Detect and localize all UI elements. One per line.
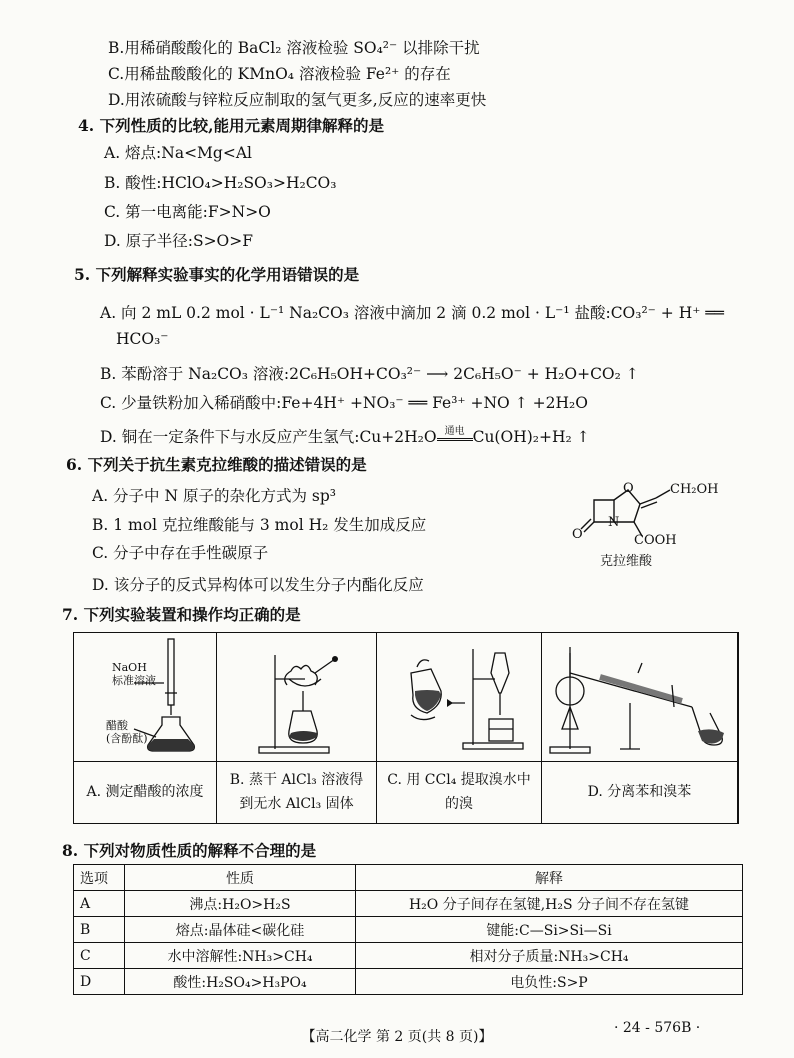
analyte-label: 醋酸 (含酚酞) [106, 719, 148, 745]
evaporation-apparatus-icon [217, 633, 377, 761]
q5-option-d [100, 426, 590, 448]
row-property: 酸性:H₂SO₄>H₃PO₄ [125, 969, 356, 995]
table-row [74, 943, 743, 969]
structure-keto-oxygen: O [572, 527, 583, 542]
q3-option-b: B.用稀硝酸酸化的 BaCl₂ 溶液检验 SO₄²⁻ 以排除干扰 [108, 39, 480, 57]
q7-row-divider [74, 761, 738, 762]
table-row [74, 917, 743, 943]
row-property: 熔点:晶体硅<碳化硅 [125, 917, 356, 943]
q7-cell-a [74, 633, 217, 823]
row-explanation: 相对分子质量:NH₃>CH₄ [356, 943, 743, 969]
header-option: 选项 [74, 865, 125, 891]
q5-option-d-products: Cu(OH)₂+H₂ ↑ [472, 428, 590, 446]
electrolysis-arrow [437, 425, 473, 441]
q6-option-b: B. 1 mol 克拉维酸能与 3 mol H₂ 发生加成反应 [92, 516, 427, 534]
structure-ring-oxygen: O [623, 481, 634, 496]
q7-cell-d [542, 633, 738, 823]
q8-property-table [73, 864, 743, 995]
q7-caption-c: C. 用 CCl₄ 提取溴水中的溴 [387, 772, 531, 812]
q6-stem: 6. 下列关于抗生素克拉维酸的描述错误的是 [66, 455, 367, 474]
table-row [74, 969, 743, 995]
q7-caption-a: A. 测定醋酸的浓度 [86, 784, 204, 800]
q7-cell-c [377, 633, 542, 823]
q6-option-a: A. 分子中 N 原子的杂化方式为 sp³ [92, 487, 336, 505]
q5-option-b: B. 苯酚溶于 Na₂CO₃ 溶液:2C₆H₅OH+CO₃²⁻ ⟶ 2C₆H₅O⁻ + H₂O+CO₂ ↑ [100, 365, 639, 383]
structure-ch2oh: CH₂OH [670, 482, 719, 497]
table-header-row [74, 865, 743, 891]
q5-option-c: C. 少量铁粉加入稀硝酸中:Fe+4H⁺ +NO₃⁻ ══ Fe³⁺ +NO ↑ +2H₂O [100, 394, 588, 412]
row-option: B [74, 917, 125, 943]
q7-caption-d: D. 分离苯和溴苯 [587, 784, 692, 800]
q5-option-a-line2: HCO₃⁻ [116, 330, 169, 348]
paper-code: · 24 - 576B · [614, 1020, 701, 1036]
q4-stem: 4. 下列性质的比较,能用元素周期律解释的是 [78, 116, 384, 135]
row-option: D [74, 969, 125, 995]
header-explanation: 解释 [356, 865, 743, 891]
q3-option-d: D.用浓硫酸与锌粒反应制取的氢气更多,反应的速率更快 [108, 91, 487, 109]
q6-option-c: C. 分子中存在手性碳原子 [92, 544, 269, 562]
q4-option-b: B. 酸性:HClO₄>H₂SO₃>H₂CO₃ [104, 174, 337, 192]
row-explanation: H₂O 分子间存在氢键,H₂S 分子间不存在氢键 [356, 891, 743, 917]
row-explanation: 电负性:S>P [356, 969, 743, 995]
distillation-apparatus-icon [542, 633, 738, 761]
q7-caption-b: B. 蒸干 AlCl₃ 溶液得 到无水 AlCl₃ 固体 [229, 772, 364, 812]
q5-option-a-line1: A. 向 2 mL 0.2 mol · L⁻¹ Na₂CO₃ 溶液中滴加 2 滴 0.2 mol · L⁻¹ 盐酸:CO₃²⁻ + H⁺ ══ [100, 304, 724, 322]
q7-apparatus-table [73, 632, 739, 824]
q3-option-c: C.用稀盐酸酸化的 KMnO₄ 溶液检验 Fe²⁺ 的存在 [108, 65, 451, 83]
row-property: 沸点:H₂O>H₂S [125, 891, 356, 917]
q4-option-c: C. 第一电离能:F>N>O [104, 203, 271, 221]
q4-option-a: A. 熔点:Na<Mg<Al [104, 144, 252, 162]
q7-stem: 7. 下列实验装置和操作均正确的是 [62, 605, 301, 624]
structure-name: 克拉维酸 [600, 554, 653, 569]
q5-stem: 5. 下列解释实验事实的化学用语错误的是 [74, 265, 360, 284]
row-option: A [74, 891, 125, 917]
row-explanation: 键能:C—Si>Si—Si [356, 917, 743, 943]
titrant-label: NaOH 标准溶液 [112, 661, 156, 687]
header-property: 性质 [125, 865, 356, 891]
q5-option-d-reactants: D. 铜在一定条件下与水反应产生氢气:Cu+2H₂O [100, 428, 437, 446]
electrolysis-condition: 通电 [444, 425, 465, 437]
q6-option-d: D. 该分子的反式异构体可以发生分子内酯化反应 [92, 576, 424, 594]
extraction-apparatus-icon [377, 633, 542, 761]
structure-nitrogen: N [608, 515, 620, 530]
page-footer: 【高二化学 第 2 页(共 8 页)】 [301, 1029, 493, 1045]
clavulanic-acid-structure [572, 478, 742, 570]
row-property: 水中溶解性:NH₃>CH₄ [125, 943, 356, 969]
row-option: C [74, 943, 125, 969]
q7-cell-b [217, 633, 377, 823]
q8-stem: 8. 下列对物质性质的解释不合理的是 [62, 841, 317, 860]
q4-option-d: D. 原子半径:S>O>F [104, 232, 254, 250]
table-row [74, 891, 743, 917]
structure-cooh: COOH [634, 533, 677, 548]
